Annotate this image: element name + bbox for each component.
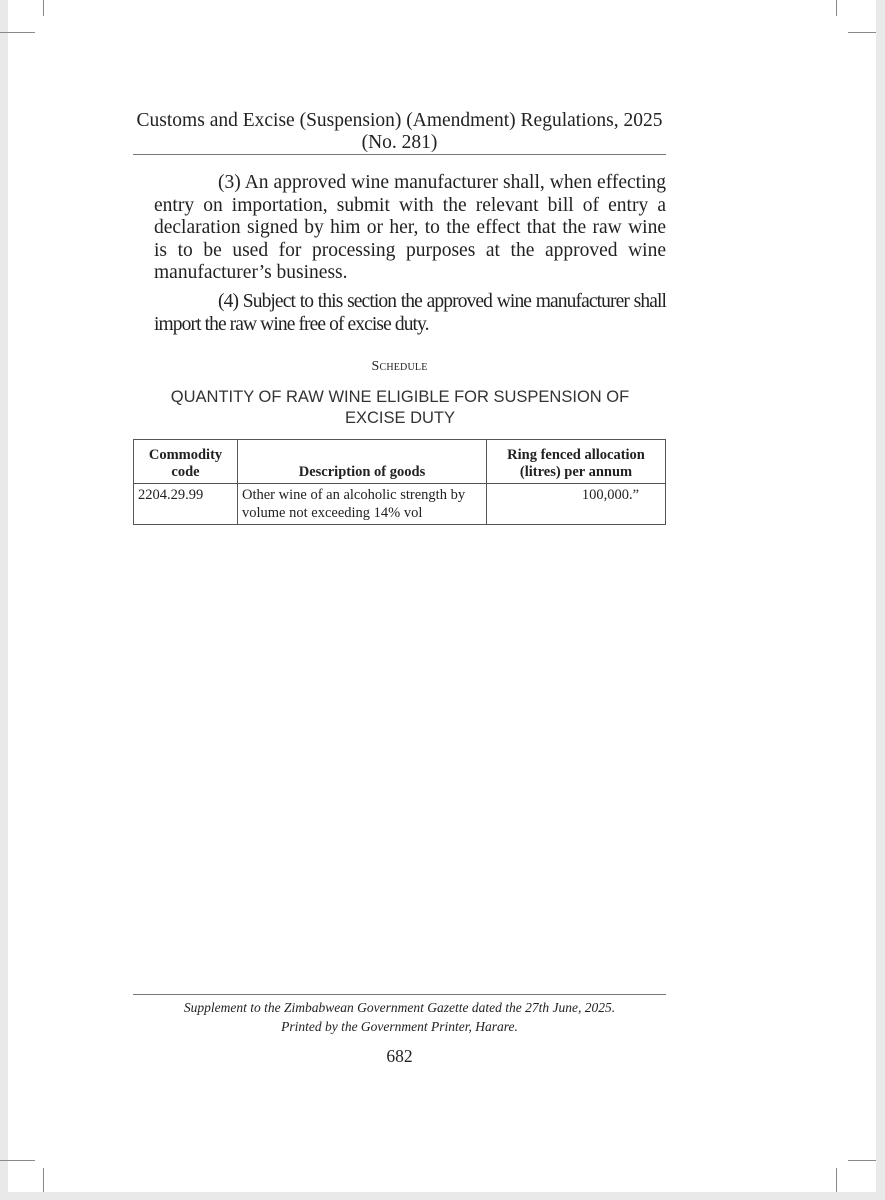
crop-mark-bottom-left-vertical (43, 1168, 44, 1192)
schedule-heading: Schedule (371, 359, 428, 374)
footer-note (133, 998, 666, 1036)
crop-mark-bottom-right-vertical (836, 1168, 837, 1192)
table-row (134, 484, 666, 525)
footer-divider (133, 994, 666, 995)
crop-mark-top-right-vertical (836, 0, 837, 16)
table-header-row (134, 440, 666, 484)
footer-gazette-line: Supplement to the Zimbabwean Government Gazette dated the 27th June, 2025. (183, 1000, 616, 1015)
column-header-allocation: Ring fenced allocation (litres) per annum (487, 440, 666, 484)
paragraph-3: (3) An approved wine manufacturer shall, when effecting entry on importation, submit with the relevant bill of entry a declaration signed by him or her, to the effect that the raw wine is to be used for processing purposes at the approved wine manufacturer’s business. (154, 172, 666, 284)
regulation-number: (No. 281) (361, 132, 438, 153)
crop-mark-top-right-horizontal (848, 32, 876, 33)
page-number: 682 (386, 1046, 413, 1066)
schedule-title: QUANTITY OF RAW WINE ELIGIBLE FOR SUSPENSION OF EXCISE DUTY (170, 388, 630, 427)
crop-mark-bottom-right-horizontal (848, 1160, 876, 1161)
column-header-commodity-code: Commodity code (134, 440, 238, 484)
crop-mark-bottom-left-horizontal (0, 1160, 35, 1161)
regulation-title: Customs and Excise (Suspension) (Amendment) Regulations, 2025 (136, 110, 663, 131)
footer-printer-line: Printed by the Government Printer, Harare. (281, 1019, 518, 1034)
paragraph-4: (4) Subject to this section the approved wine manufacturer shall import the raw wine free of excise duty. (154, 291, 666, 335)
schedule-table (133, 439, 666, 525)
crop-mark-top-left-horizontal (0, 32, 35, 33)
cell-commodity-code: 2204.29.99 (134, 484, 238, 525)
cell-allocation: 100,000.” (487, 484, 666, 525)
cell-description: Other wine of an alcoholic strength by volume not exceeding 14% vol (238, 484, 487, 525)
crop-mark-top-left-vertical (43, 0, 44, 16)
column-header-description: Description of goods (238, 440, 487, 484)
header-divider (133, 154, 666, 155)
